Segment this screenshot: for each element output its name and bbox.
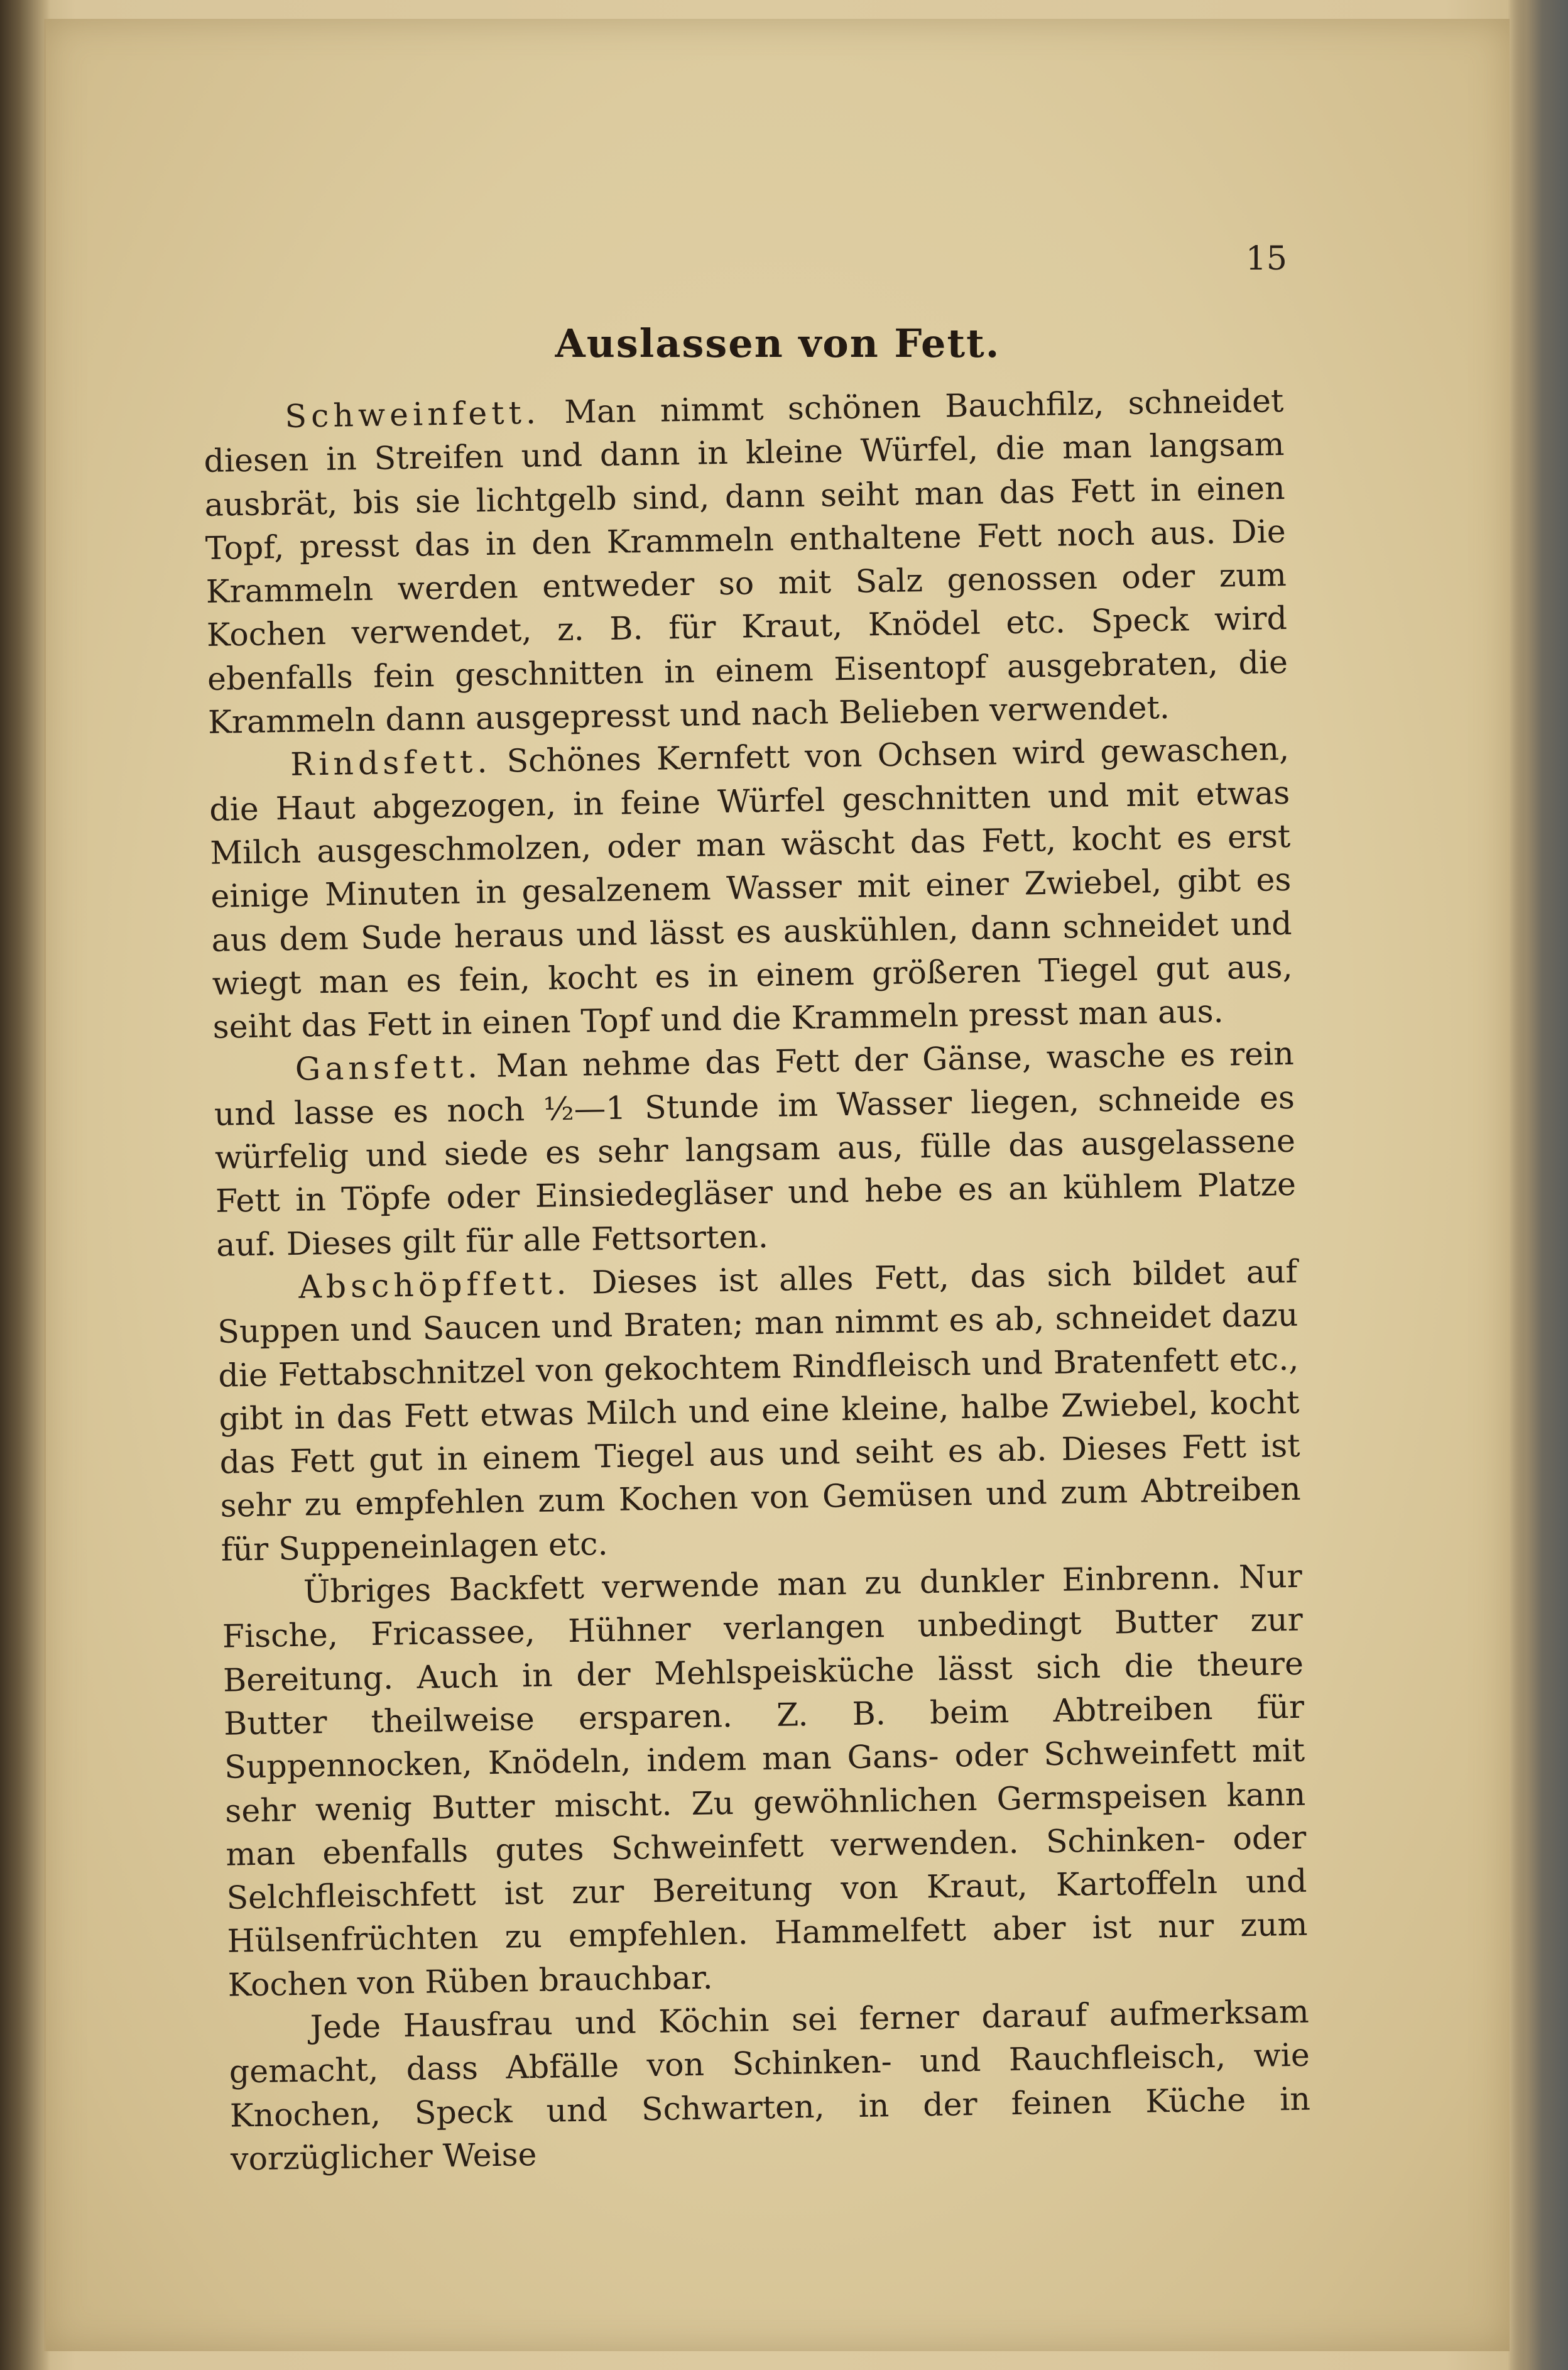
paragraph-gansfett xyxy=(213,1032,1297,1266)
paragraph-lead: Rindsfett. xyxy=(290,743,492,784)
paragraph-lead: Schweinfett. xyxy=(285,393,541,435)
paragraph-text: Schönes Kernfett von Ochsen wird gewaschen, die Haut abgezogen, in feine Würfel geschnitten und mit etwas Milch ausgeschmolzen, oder man wäscht das Fett, kocht es erst einige Minuten in gesalzenem Wasser mit einer Zwiebel, gibt es aus dem Sude heraus und lässt es auskühlen, dann schneidet und wiegt man es fein, kocht es in einem größeren Tiegel gut aus, seiht das Fett in einen Topf und die Krammeln presst man aus. xyxy=(209,730,1293,1046)
paragraph-text: Dieses ist alles Fett, das sich bildet auf Suppen und Saucen und Braten; man nimmt es ab, schneidet dazu die Fettabschnitzel von gekochtem Rindfleisch und Bratenfett etc., gibt in das Fett etwas Milch und eine kleine, halbe Zwiebel, kocht das Fett gut in einem Tiegel aus und seiht es ab. Dieses Fett ist sehr zu empfehlen zum Kochen von Gemüsen und zum Abtreiben für Suppeneinlagen etc. xyxy=(217,1252,1302,1568)
paragraph-text: Jede Hausfrau und Köchin sei ferner darauf aufmerksam gemacht, dass Abfälle von Schinken- und Rauchfleisch, wie Knochen, Speck und Schwarten, in der feinen Küche in vorzüglicher Weise xyxy=(229,1992,1311,2178)
paragraph-schweinfett xyxy=(203,379,1288,744)
paragraph-abschoepffett xyxy=(217,1250,1302,1571)
body-text xyxy=(203,379,1311,2181)
page-sheet xyxy=(44,19,1510,2351)
page-title: Auslassen von Fett. xyxy=(555,320,1001,366)
book-spine-shadow xyxy=(0,0,50,2370)
paragraph-backfett xyxy=(221,1554,1309,2007)
paragraph-lead: Gansfett. xyxy=(295,1047,482,1088)
paragraph-text: Man nehme das Fett der Gänse, wasche es rein und lasse es noch ½—1 Stunde im Wasser liegen, schneide es würfelig und siede es sehr langsam aus, fülle das ausgelassene Fett in Töpfe oder Einsiedegläser und hebe es an kühlem Platze auf. Dieses gilt für alle Fettsorten. xyxy=(214,1035,1297,1264)
paragraph-lead: Abschöpffett. xyxy=(298,1264,571,1306)
book-cover-edge xyxy=(1508,0,1568,2370)
paragraph-text: Man nimmt schönen Bauchfilz, schneidet diesen in Streifen und dann in kleine Würfel, die man langsam ausbrät, bis sie lichtgelb sind, dann seiht man das Fett in einen Topf, presst das in den Krammeln enthaltene Fett noch aus. Die Krammeln werden entweder so mit Salz genossen oder zum Kochen verwendet, z. B. für Kraut, Knödel etc. Speck wird ebenfalls fein geschnitten in einem Eisentopf ausgebraten, die Krammeln dann ausgepresst und nach Belieben verwendet. xyxy=(204,381,1288,741)
paragraph-abfaelle xyxy=(228,1990,1311,2181)
paragraph-text: Übriges Backfett verwende man zu dunkler Einbrenn. Nur Fische, Fricassee, Hühner verlangen unbedingt Butter zur Bereitung. Auch in der Mehlspeisküche lässt sich die theure Butter theilweise ersparen. Z. B. beim Abtreiben für Suppennocken, Knödeln, indem man Gans- oder Schweinfett mit sehr wenig Butter mischt. Zu gewöhnlichen Germspeisen kann man ebenfalls gutes Schweinfett verwenden. Schinken- oder Selchfleischfett ist zur Bereitung von Kraut, Kartoffeln und Hülsenfrüchten zu empfehlen. Hammelfett aber ist nur zum Kochen von Rüben brauchbar. xyxy=(222,1557,1308,2004)
paragraph-rindsfett xyxy=(209,727,1293,1049)
page-number: 15 xyxy=(1245,240,1287,278)
